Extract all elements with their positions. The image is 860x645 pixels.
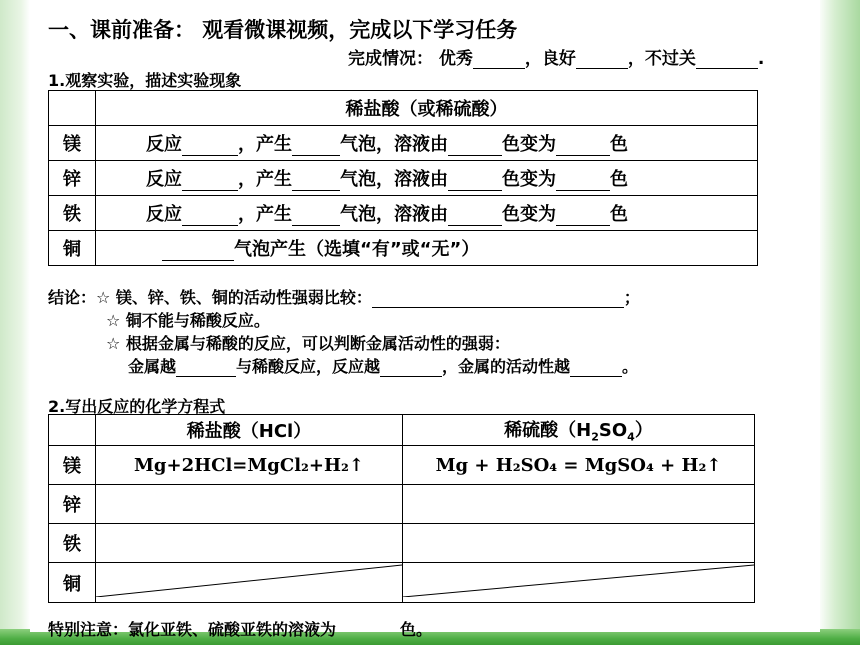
metal-label: 锌: [49, 485, 96, 524]
color-from-blank[interactable]: [448, 137, 502, 156]
zn-h2so4-answer[interactable]: [403, 485, 755, 524]
color-to-blank[interactable]: [556, 137, 610, 156]
period: 。: [622, 357, 639, 376]
section1-heading: 1.观察实验，描述实验现象: [48, 71, 242, 90]
header-empty-cell: [49, 415, 96, 446]
fe-h2so4-answer[interactable]: [403, 524, 755, 563]
section2-heading: 2.写出反应的化学方程式: [48, 397, 226, 416]
color-end-label: 色: [610, 134, 628, 155]
completion-excellent: 优秀: [438, 49, 473, 69]
completion-status: [348, 44, 764, 69]
h2so4-header-mid: SO: [598, 420, 628, 442]
conclusion-semicolon: ；: [623, 288, 640, 307]
table-row: [49, 446, 755, 485]
bubbles-label: 气泡，溶液由: [340, 134, 448, 155]
color-to-blank[interactable]: [556, 172, 610, 191]
acid-header: 稀盐酸（或稀硫酸）: [96, 91, 758, 126]
bubbles-label: 气泡，溶液由: [340, 204, 448, 225]
color-change-label: 色变为: [502, 169, 556, 190]
metal-label: 镁: [49, 446, 96, 485]
diagonal-strike-line: [96, 563, 402, 597]
conclusion-line-1: [48, 285, 640, 308]
produce-label: ，产生: [238, 134, 292, 155]
bubble-blank[interactable]: [292, 172, 340, 191]
page-title: 一、课前准备： 观看微课视频，完成以下学习任务: [48, 18, 518, 42]
color-change-label: 色变为: [502, 134, 556, 155]
completion-end: .: [757, 49, 765, 69]
color-from-blank[interactable]: [448, 172, 502, 191]
header-empty-cell: [49, 91, 96, 126]
cu-hcl-crossed-cell: [96, 563, 403, 603]
activity-label: ，金属的活动性越: [442, 357, 571, 376]
excellent-blank[interactable]: [473, 51, 525, 69]
copper-bubble-blank[interactable]: [162, 242, 234, 261]
special-note: [48, 617, 432, 640]
table-row: [49, 485, 755, 524]
react-more-blank[interactable]: [380, 360, 442, 377]
activity-blank[interactable]: [570, 360, 622, 377]
observation-cell: [96, 126, 758, 161]
metal-label: 镁: [49, 126, 96, 161]
reaction-label: 反应: [146, 204, 182, 225]
conclusion-line-3: ☆ 根据金属与稀酸的反应，可以判断金属活动性的强弱：: [106, 334, 510, 353]
fe-hcl-answer[interactable]: [96, 524, 403, 563]
right-border-decoration: [818, 0, 860, 645]
hcl-header: 稀盐酸（HCl）: [96, 415, 403, 446]
cu-h2so4-crossed-cell: [403, 563, 755, 603]
worksheet-page: [30, 0, 820, 639]
equation-table: [48, 414, 755, 603]
reaction-blank[interactable]: [182, 172, 238, 191]
table-row: [49, 196, 758, 231]
h2so4-header-post: ）: [634, 420, 653, 442]
experiment-table: [48, 90, 758, 266]
fail-blank[interactable]: [696, 51, 758, 69]
table-row: [49, 524, 755, 563]
table-header-row: [49, 91, 758, 126]
conclusion-line-4: [128, 354, 638, 377]
table-row: [49, 231, 758, 266]
react-label: 与稀酸反应，反应越: [236, 357, 381, 376]
observation-cell: [96, 196, 758, 231]
metal-label: 铁: [49, 196, 96, 231]
note-end: 色。: [400, 620, 433, 639]
metal-more-blank[interactable]: [176, 360, 236, 377]
reaction-blank[interactable]: [182, 207, 238, 226]
good-blank[interactable]: [576, 51, 628, 69]
color-from-blank[interactable]: [448, 207, 502, 226]
metal-label: 铜: [49, 231, 96, 266]
metal-more-label: 金属越: [128, 357, 177, 376]
color-to-blank[interactable]: [556, 207, 610, 226]
diagonal-strike-line: [403, 563, 754, 597]
mg-hcl-equation: Mg+2HCl=MgCl₂+H₂↑: [96, 446, 403, 485]
bubble-blank[interactable]: [292, 137, 340, 156]
bubbles-label: 气泡，溶液由: [340, 169, 448, 190]
reaction-label: 反应: [146, 169, 182, 190]
completion-good: ，良好: [524, 49, 576, 69]
color-change-label: 色变为: [502, 204, 556, 225]
metal-label: 锌: [49, 161, 96, 196]
metal-label: 铁: [49, 524, 96, 563]
reaction-blank[interactable]: [182, 137, 238, 156]
observation-cell: [96, 231, 758, 266]
h2so4-header-sub2: 4: [627, 430, 635, 444]
zn-hcl-answer[interactable]: [96, 485, 403, 524]
metal-label: 铜: [49, 563, 96, 603]
conclusion-line-2: ☆ 铜不能与稀酸反应。: [106, 311, 270, 330]
equation-header-row: [49, 415, 755, 446]
conclusion-label: 结论：☆ 镁、锌、铁、铜的活动性强弱比较：: [48, 288, 372, 307]
table-row: [49, 126, 758, 161]
table-row: [49, 563, 755, 603]
produce-label: ，产生: [238, 169, 292, 190]
h2so4-header: [403, 415, 755, 446]
mg-h2so4-equation: Mg + H₂SO₄ = MgSO₄ + H₂↑: [403, 446, 755, 485]
bubble-blank[interactable]: [292, 207, 340, 226]
activity-order-blank[interactable]: [372, 291, 624, 308]
color-end-label: 色: [610, 169, 628, 190]
observation-cell: [96, 161, 758, 196]
left-border-decoration: [0, 0, 30, 645]
completion-label: 完成情况：: [348, 49, 433, 69]
copper-text: 气泡产生（选填“有”或“无”）: [234, 239, 480, 260]
note-text: 特别注意：氯化亚铁、硫酸亚铁的溶液为: [48, 620, 337, 639]
produce-label: ，产生: [238, 204, 292, 225]
reaction-label: 反应: [146, 134, 182, 155]
h2so4-header-pre: 稀硫酸（H: [504, 420, 592, 442]
completion-fail: ，不过关: [627, 49, 696, 69]
color-end-label: 色: [610, 204, 628, 225]
h2so4-header-sub: 2: [591, 430, 599, 444]
table-row: [49, 161, 758, 196]
